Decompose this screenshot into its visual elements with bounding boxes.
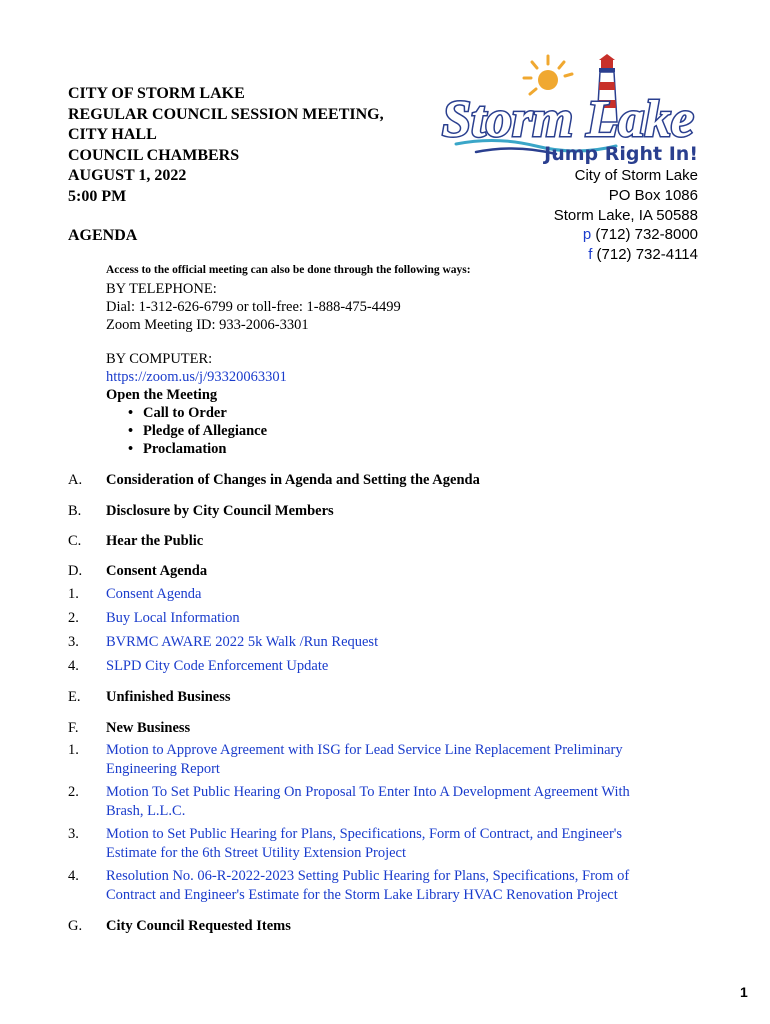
address-po-box: PO Box 1086 xyxy=(608,186,698,204)
section-marker: A. xyxy=(68,472,83,488)
item-line[interactable]: Motion to Set Public Hearing for Plans, Specifications, Form of Contract, and Engineer's xyxy=(106,826,623,842)
logo-graphic xyxy=(436,50,704,166)
item-number: 4. xyxy=(68,868,79,884)
item-line[interactable]: Motion to Approve Agreement with ISG for Lead Service Line Replacement Preliminary xyxy=(106,742,623,758)
fax-number: (712) 732-4114 xyxy=(596,246,698,264)
section-marker: C. xyxy=(68,533,82,549)
section-marker: F. xyxy=(68,720,79,736)
item-line[interactable]: Brash, L.L.C. xyxy=(106,802,186,819)
item-line[interactable]: Engineering Report xyxy=(106,760,220,777)
header-line-chambers: COUNCIL CHAMBERS xyxy=(68,146,240,164)
computer-access xyxy=(106,350,287,458)
header-line-city: CITY OF STORM LAKE xyxy=(68,85,245,102)
item-number: 2. xyxy=(68,784,79,800)
section-title: Consideration of Changes in Agenda and Setting the Agenda xyxy=(106,472,480,488)
header-line-hall: CITY HALL xyxy=(68,126,157,143)
item-line[interactable]: Estimate for the 6th Street Utility Extension Project xyxy=(106,844,407,861)
zoom-meeting-id: Zoom Meeting ID: 933-2006-3301 xyxy=(106,317,309,333)
item-number: 2. xyxy=(68,610,79,626)
section-marker: B. xyxy=(68,503,82,519)
telephone-access xyxy=(106,280,401,334)
section-title: Hear the Public xyxy=(106,533,204,549)
computer-heading: BY COMPUTER: xyxy=(106,351,213,367)
item-line[interactable]: Motion To Set Public Hearing On Proposal To Enter Into A Development Agreement With xyxy=(106,784,630,800)
item-line[interactable]: Resolution No. 06-R-2022-2023 Setting Public Hearing for Plans, Specifications, From of xyxy=(106,868,630,884)
section-title: New Business xyxy=(106,720,191,736)
fax-prefix: f xyxy=(588,246,593,264)
section-title: Disclosure by City Council Members xyxy=(106,503,334,519)
telephone-heading: BY TELEPHONE: xyxy=(106,281,217,297)
item-number: 4. xyxy=(68,658,79,674)
item-link[interactable]: Consent Agenda xyxy=(106,586,202,602)
item-link[interactable]: SLPD City Code Enforcement Update xyxy=(106,658,329,674)
item-number: 3. xyxy=(68,634,79,650)
section-marker: D. xyxy=(68,563,83,579)
address-name: City of Storm Lake xyxy=(574,167,698,184)
item-link[interactable] xyxy=(106,783,706,820)
item-link[interactable] xyxy=(106,741,706,778)
logo-title: Storm Lake xyxy=(442,91,694,148)
meeting-header xyxy=(68,84,384,207)
section-marker: E. xyxy=(68,689,81,705)
header-line-date: AUGUST 1, 2022 xyxy=(68,167,187,184)
item-link[interactable]: BVRMC AWARE 2022 5k Walk /Run Request xyxy=(106,634,379,650)
section-title: Unfinished Business xyxy=(106,689,231,705)
item-link[interactable] xyxy=(106,867,706,904)
list-item: • Call to Order xyxy=(106,404,287,422)
item-number: 3. xyxy=(68,826,79,842)
item-line[interactable]: Contract and Engineer's Estimate for the Storm Lake Library HVAC Renovation Project xyxy=(106,886,618,903)
zoom-link[interactable]: https://zoom.us/j/93320063301 xyxy=(106,369,287,385)
address-city: Storm Lake, IA 50588 xyxy=(553,206,698,224)
section-marker: G. xyxy=(68,918,83,934)
list-item: • Proclamation xyxy=(106,440,287,458)
item-link[interactable] xyxy=(106,825,706,862)
item-link[interactable]: Buy Local Information xyxy=(106,610,240,626)
header-line-session: REGULAR COUNCIL SESSION MEETING, xyxy=(68,105,384,123)
logo-tagline: Jump Right In! xyxy=(544,143,698,165)
city-address xyxy=(554,166,698,265)
address-fax xyxy=(554,245,698,265)
sun-icon xyxy=(524,56,572,94)
section-title: City Council Requested Items xyxy=(106,918,291,934)
open-meeting-title: Open the Meeting xyxy=(106,387,218,403)
item-number: 1. xyxy=(68,742,79,758)
page-number: 1 xyxy=(740,984,748,1000)
agenda-title: AGENDA xyxy=(68,227,138,244)
section-title: Consent Agenda xyxy=(106,563,208,579)
item-number: 1. xyxy=(68,586,79,602)
address-phone xyxy=(554,225,698,245)
phone-number: (712) 732-8000 xyxy=(595,226,698,244)
access-note: Access to the official meeting can also be done through the following ways: xyxy=(106,264,471,276)
storm-lake-logo xyxy=(436,50,704,166)
telephone-dial: Dial: 1-312-626-6799 or toll-free: 1-888-475-4499 xyxy=(106,299,401,315)
phone-prefix: p xyxy=(582,226,592,244)
opening-list xyxy=(106,404,287,458)
list-item: • Pledge of Allegiance xyxy=(106,422,287,440)
header-line-time: 5:00 PM xyxy=(68,187,127,205)
